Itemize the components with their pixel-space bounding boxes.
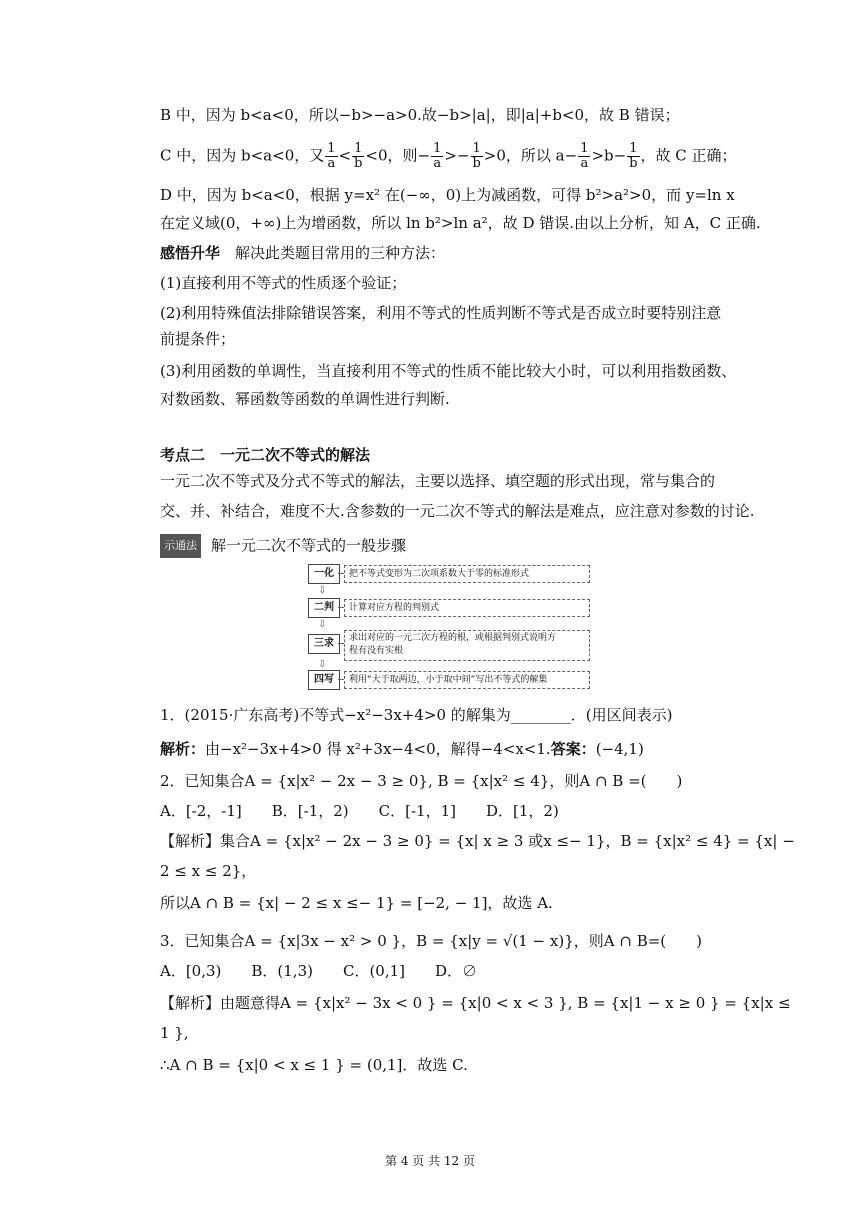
section-para-2: 交、并、补结合，难度不大.含参数的一元二次不等式的解法是难点，应注意对参数的讨论. (160, 502, 755, 520)
flow-step-text: 把不等式变形为二次项系数大于零的标准形式 (344, 565, 590, 583)
answer-key: (−4,1) (595, 740, 644, 758)
fraction: $\frac{1}{b}$ (472, 141, 481, 171)
flow-step-text: 利用“大于取两边，小于取中间”写出不等式的解集 (344, 671, 590, 689)
answer-1 (160, 738, 644, 760)
answer-key-label: 答案： (550, 740, 596, 758)
method-title: 解一元二次不等式的一般步骤 (211, 536, 407, 555)
flow-step-tag: 三求 (308, 634, 340, 654)
fraction: $\frac{1}{a}$ (433, 141, 442, 171)
method-heading (160, 534, 406, 558)
flow-step-text (344, 630, 590, 661)
insight-title: 感悟升华 (160, 244, 221, 262)
fraction: $\frac{1}{a}$ (327, 141, 336, 171)
question-1: 1．(2015·广东高考)不等式−x²−3x+4>0 的解集为________．(用区间表示) (160, 706, 673, 724)
flow-step-tag: 二判 (308, 598, 340, 618)
fraction: $\frac{1}{a}$ (580, 141, 589, 171)
answer-3-line1: 【解析】由题意得A = {x|x² − 3x < 0 } = {x|0 < x < 3 }, B = {x|1 − x ≥ 0 } = {x|x ≤ (160, 994, 791, 1012)
section-title: 考点二 一元二次不等式的解法 (160, 446, 371, 464)
text-seg: >0，所以 a− (483, 146, 578, 165)
method-3a: (3)利用函数的单调性，当直接利用不等式的性质不能比较大小时，可以利用指数函数、 (160, 362, 737, 380)
text-line-c (160, 142, 737, 171)
method-3b: 对数函数、幂函数等函数的单调性进行判断. (160, 390, 450, 408)
flow-step-text: 计算对应方程的判别式 (344, 599, 590, 617)
flow-step-tag: 一化 (308, 564, 340, 584)
question-2-options: A．[-2，-1] B．[-1，2) C．[-1，1] D．[1，2) (160, 802, 559, 820)
method-2a: (2)利用特殊值法排除错误答案，利用不等式的性质判断不等式是否成立时要特别注意 (160, 304, 722, 322)
answer-label: 解析： (160, 740, 206, 758)
text-seg: >b− (591, 146, 627, 165)
insight-text: 解决此类题目常用的三种方法： (235, 244, 446, 262)
question-3-options: A．[0,3) B．(1,3) C．(0,1] D．∅ (160, 962, 478, 980)
steps-flowchart (308, 564, 586, 688)
down-arrow-icon: ⇩ (318, 585, 327, 596)
insight-line (160, 242, 445, 264)
answer-2-line1: 【解析】集合A = {x|x² − 2x − 3 ≥ 0} = {x| x ≥ 3 或x ≤− 1}，B = {x|x² ≤ 4} = {x| − (160, 832, 795, 850)
question-3: 3．已知集合A = {x|3x − x² > 0 }，B = {x|y = √(1 − x)}，则A ∩ B=( ) (160, 932, 702, 950)
text-line-d1: D 中，因为 b<a<0，根据 y=x² 在(−∞，0)上为减函数，可得 b²>a²>0，而 y=ln x (160, 186, 735, 204)
flow-step-line: 程有没有实根 (349, 646, 404, 656)
method-1: (1)直接利用不等式的性质逐个验证； (160, 274, 407, 292)
down-arrow-icon: ⇩ (318, 619, 327, 630)
answer-text: 由−x²−3x+4>0 得 x²+3x−4<0，解得−4<x<1. (205, 740, 551, 758)
text-seg: C 中，因为 b<a<0，又 (160, 146, 325, 165)
answer-3-line3: ∴A ∩ B = {x|0 < x ≤ 1 } = (0,1]．故选 C. (160, 1056, 468, 1074)
fraction: $\frac{1}{b}$ (354, 141, 363, 171)
text-seg: <0，则− (365, 146, 431, 165)
answer-2-line3: 所以A ∩ B = {x| − 2 ≤ x ≤− 1} = [−2, − 1]，故选 A. (160, 894, 553, 912)
method-badge: 示通法 (160, 534, 201, 558)
fraction: $\frac{1}{b}$ (629, 141, 638, 171)
page-footer: 第 4 页 共 12 页 (385, 1154, 475, 1168)
method-2b: 前提条件； (160, 330, 236, 348)
text-line-d2: 在定义域(0，+∞)上为增函数，所以 ln b²>ln a²，故 D 错误.由以上分析，知 A，C 正确. (160, 214, 761, 232)
section-para-1: 一元二次不等式及分式不等式的解法，主要以选择、填空题的形式出现，常与集合的 (160, 472, 716, 490)
text-seg: >− (444, 146, 470, 165)
answer-2-line2: 2 ≤ x ≤ 2}， (160, 862, 257, 880)
text-seg: < (338, 146, 352, 165)
flow-step-tag: 四写 (308, 670, 340, 690)
answer-3-line2: 1 }, (160, 1024, 189, 1042)
question-2: 2．已知集合A = {x|x² − 2x − 3 ≥ 0}, B = {x|x² ≤ 4}，则A ∩ B =( ) (160, 772, 683, 790)
text-line-b: B 中，因为 b<a<0，所以−b>−a>0.故−b>|a|，即|a|+b<0，故 B 错误； (160, 106, 680, 124)
down-arrow-icon: ⇩ (318, 659, 327, 670)
text-seg: ，故 C 正确； (640, 146, 737, 165)
flow-step-line: 求出对应的一元二次方程的根，或根据判别式说明方 (349, 633, 557, 643)
